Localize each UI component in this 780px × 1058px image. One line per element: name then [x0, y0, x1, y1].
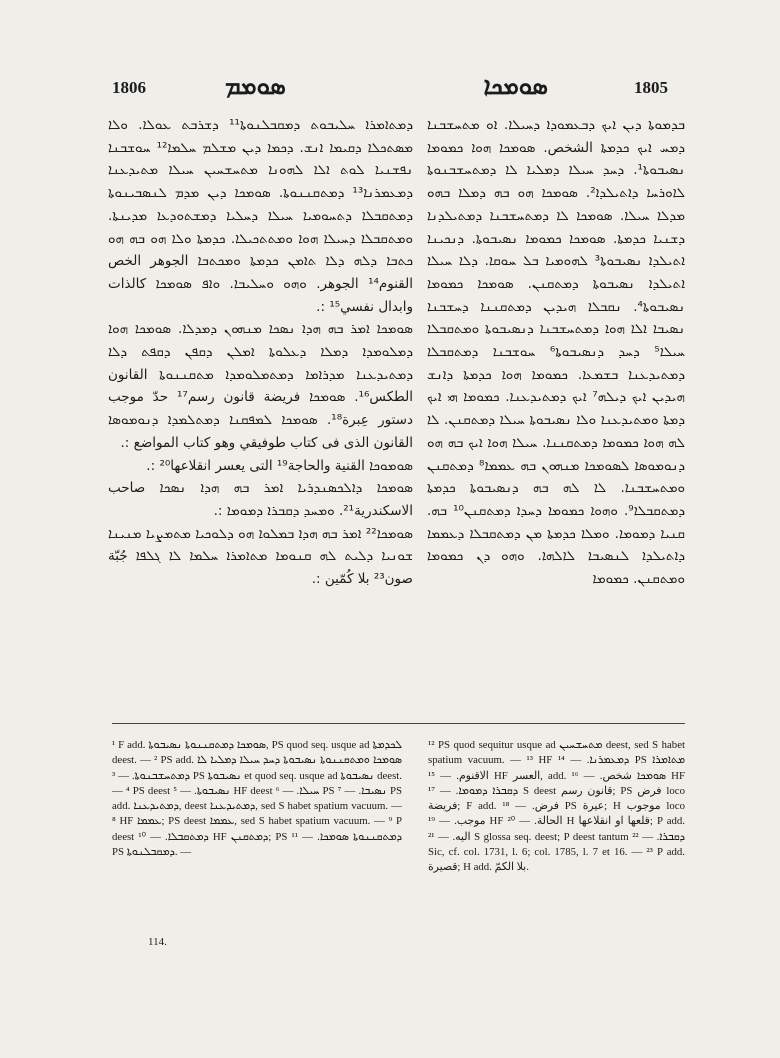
signature-mark: 114.: [148, 936, 167, 948]
left-column: [108, 114, 413, 591]
paragraph: ܣܘܡܘܟܐ القنية والحاجة¹⁹ التى يعسر انقلاعها²⁰ :.: [146, 457, 413, 474]
paragraph: ܒܕܡܘܬܐ ܕܝܢ ܐܝܟ ܕܒܥܡܘܕܐ ܕܚܝܠܐ. ܐܘ ܡܬܚܫܒܢܐ ܕܡܚ ܐܝܟ ܟܕܡܬܐ الشخص. ܣܘܡܟܐ ܗܘܐ ܟܡܘܡܐ ܢܣܝܒܘܬܐ¹. ܕܚܕ ܚܝܠܐ ܕܡܠܝܐ ܠܐ ܕܡܬܚܫܒܢܘܬܐ ܠܐܘܪܚܐ ܕܐܬܝܠܕܐ². ܣܘܡܟܐ ܗܘ ܒܗ ܕܡܠܐ ܒܗܘ ܡܕܠܐ ܚܝܠܐ. ܣܘܡܟܐ ܠܐ ܕܡܬܚܫܒܢܐ ܕܡܬܝܠܕܢܐ ܕܫܢܝܐ ܟܕܡܬܐ. ܣܘܡܟܐ ܟܡܘܡܐ ܢܣܝܒܘܬܐ. ܕܢܟܝܢܐ ܐܬܝܠܕܐ ܢܣܝܒܘܬܐ³ ܠܗܘܡܝܐ ܒܠ ܚܘܩܐ. ܕܠܐ ܚܝܠܐ ܐܬܝܠܕܐ ܢܣܝܒܘܬܐ ܕܡܬܩܢܢ. ܣܘܡܟܐ ܟܡܘܡܐ ܢܣܝܒܘܬܐ⁴. ܢܩܒܠܐ ܗܝܕܝܢ ܕܡܬܩܢܢܐ ܕܚܫܒܢܐ ܢܣܝܒܐ ܐܠܐ ܗܘܐ ܕܡܬܚܫܒܢܐ ܕܢܣܝܒܘܬܐ ܘܡܬܩܒܠܐ ܚܝܠܐ⁵ ܕܚܕ ܕܢܣܝܒܘܬܐ⁶ ܚܘܫܒܢܐ ܕܡܬܩܒܠܐ ܕܡܬܝܕܥܢܐ ܒܫܡܥܐ. ܟܡܘܡܐ ܗܘܐ ܟܕܡܬܐ ܕܐܢܫ ܗܝܕܝܢ ܐܝܟ ܕܝܠܗ⁷ ܐܝܟ ܕܡܬܝܕܥܢܐ. ܟܡܘܡܐ ܗܝ ܐܝܟ ܕܡܬܐ ܘܡܬܝܕܥܢܐ ܘܠܐ ܢܣܝܒܘܬܐ ܚܝܠܐ ܕܡܬܩܢܢ. ܠܐ ܠܗ ܗܘܐ ܟܡܘܡܐ ܕܡܬܩܢܢܐ. ܚܝܠܐ ܗܘܐ ܐܝܟ ܒܗ ܗܘ ܕܢܘܡܘܣܐ ܠܣܘܡܟܐ ܡܢܗܘܢ ܒܗ ܥܡܡܐ⁸ ܕܡܬܩܢܢ ܘܡܬܚܫܒܢܐ. ܠܐ ܠܗ ܒܗ ܕܢܣܝܒܘܬܐ ܟܕܡܬܐ ܕܡܬܩܒܠܐ⁹. ܘܗܘܐ ܟܡܘܡܐ ܕܚܕܐ ܕܡܬܩܢܢ¹⁰ ܒܗ. ܩܢܝܐ ܕܡܘܡܐ. ܘܡܠܐ ܟܕܡܬܐ ܡܢ ܕܡܬܩܒܠܐ ܕܥܡܡܐ ܕܐܬܝܠܕܐ ܠܢܣܝܒܐ ܠܐܠܗܐ. ܘܗܘ ܕܢ ܟܡܘܡܐ ܘܡܬܩܢܢ. ܟܡܘܡܐ: [427, 117, 686, 588]
running-head-left: ܣܘܡܡ: [225, 72, 286, 100]
page-number-right: 1805: [634, 78, 668, 97]
paragraph: ܕܡܬܐܡܪܐ ܚܠܝܒܘܬ ܕܡܩܒܠܢܘܬܐ¹¹ ܕܫܪܒܬ ܥܘܠܐ. ܘܠܐ ܡܣܬܟܠܐ ܕܩܝܡܐ ܐܢܫ. ܕܟܡܐ ܕܝܢ ܡܫܠܡ ܚܠܡܐ¹² ܚܘܫܒܢܐ ܢܦܫܢܝܐ ܠܘܬ ܐܠܐ ܠܗܘܢܐ ܡܬܚܫܚܝܢ ܚܝܠܐ ܡܬܝܕܥܢܐ ܕܡܥܡܪܢܐ¹³ ܕܡܬܩܢܢܘܬܐ. ܣܘܡܟܐ ܕܝܢ ܡܕܡ ܠܢܣܒܝܢܘܬܐ ܕܡܬܩܒܠܐ ܕܬܚܘܡܝܐ ܚܝܠܐ ܕܚܠܝܐ ܕܡܫܬܘܕܥܐ ܡܕܝܢܬܐ. ܘܡܬܩܒܠܐ ܕܚܝܠܐ ܗܘܐ ܘܡܬܬܟܝܠܐ. ܟܕܡܬܐ ܘܠܐ ܗܘ ܒܗ ܗܘ ܟܬܒܐ ܕܠܗ ܕܠܐ ܬܐܡܢ ܟܕܡܬܐ ܘܡܟܬܒܐ الجوهر الخص القنوم¹⁴ الجوهر. ܘܗܘ ܘܚܠܝܒܐ. ܘܐܦ ܣܘܡܟܐ كالذات وابدال نفسي¹⁵ :.: [108, 117, 413, 315]
right-column: [427, 114, 685, 591]
footnote-divider: [112, 723, 685, 724]
footnotes-left: ¹ F add. ܣܘܡܟܐ ܕܡܬܩܢܢܘܬܐ ܢܣܝܒܘܬܐ, PS quod seq. usque ad ܠܟܕܡܬܐ deest. — ² PS add. ܣܘܡܟܐ ܘܡܬܩܢܢܘܬܐ ܢܣܝܒܘܬܐ ܕܚܕ ܚܝܠܐ ܕܡܠܝܐ ܠܐ ܕܡܬܚܫܒܢܘܬܐ. — ³ PS ܢܣܝܒܘܬܐ et quod seq. usque ad ܢܣܝܒܘܬܐ deest. — ⁴ PS deest ܢܣܝܒܘܬܐ. — ⁵ HF deest ܚܝܠܐ. — ⁶ PS ܢܣܝܒܐ. — ⁷ PS add. ܕܡܬܝܕܥܢܐ, deest ܕܡܬܝܕܥܢܐ, sed S habet spatium vacuum. — ⁸ HF ܥܡܡܐ; PS deest ܥܡܡܐ, sed S habet spatium vacuum. — ⁹ P deest ܕܡܬܩܒܠܐ. — ¹⁰ HF ܕܡܬܩܢܢ; PS ܕܡܬܩܢܢܘܬܐ ܣܘܡܟܐ. — ¹¹ PS ܕܡܩܒܠܢܘܬܐ. —: [112, 739, 403, 859]
footnotes-right: ¹² PS quod sequitur usque ad ܡܬܚܫܚܝܢ deest, sed S habet spatium vacuum. — ¹³ HF ܕܡܥܡܪܢܐ. — ¹⁴ PS ܡܬܐܡܪܐ الاقنوم. — ¹⁵ HF العسر, add. ܣܘܡܟܐ شخص. — ¹⁶ HF ܕܩܒܪܐ ܕܡܘܡܐ. — ¹⁷ S deest قانون رسم; PS فرض loco فريضة; F add. فرض. — ¹⁸ PS عيرة; H موجوب loco موجب. — ¹⁹ HF الحالة. — ²⁰ H قلعها او انقلاعها; P add. اليه. — ²¹ S glossa seq. deest; P deest tantum ܕܩܒܪܐ. — ²² Sic, cf. col. 1731, l. 6; col. 1785, l. 7 et 16. — ²³ P add. قصيرة; H add. بلا الكمّ.: [428, 739, 685, 874]
paragraph: ܣܘܡܟܐ ܕܐܠܟܣܢܕܪܝܐ ܐܡܪ ܒܗ ܗܕܐ ܢܣܟܐ صاحب الاسكندرية²¹. ܘܡܚܕ ܕܩܒܪܐ ܕܡܘܡܐ :.: [108, 480, 413, 519]
paragraph: ܣܘܡܟܐ²² ܐܡܪ ܒܗ ܗܕܐ ܒܡܠܘܐ ܗܘ ܕܠܘܟܝܐ ܡܬܡܨܝܐ ܡܢܝܢܐ ܫܘܢܝܐ ܕܠܝܬ ܠܗ ܩܢܘܡܐ ܡܬܐܡܪܐ ܚܠܡܐ ܠܐ ܓܠܦܐ جُبّة صون²³ بلا كُمّين :.: [108, 525, 413, 588]
page-number-left: 1806: [112, 78, 146, 97]
paragraph: ܣܘܡܟܐ ܐܡܪ ܒܗ ܗܕܐ ܢܣܟܐ ܡܢܗܘܢ ܕܡܕܠܐ. ܣܘܡܟܐ ܗܘܐ ܕܡܠܘܡܕܐ ܕܡܠܐ ܕܥܠܘܬܐ ܐܡܠܢ ܕܩܦܢ ܕܩܦܬ ܕܠܐ ܕܡܬܝܕܥܢܐ ܡܕܪܐܡܐ ܕܡܬܡܠܘܡܕܐ ܡܬܩܢܢܘܬܐ القانون الطكس¹⁶. ܣܘܡܟܐ فريضة قانون رسم¹⁷ حدّ موجب دستور عِبرة¹⁸. ܣܘܡܟܐ ܠܡܦܩܢܐ ܕܡܬܠܡܕܐ ܕܢܘܡܘܣܐ القانون الذى فى كتاب طوفيقي وهو كتاب المواضع :.: [108, 321, 413, 451]
running-head-right: ܣܘܡܟܐ: [483, 72, 548, 100]
